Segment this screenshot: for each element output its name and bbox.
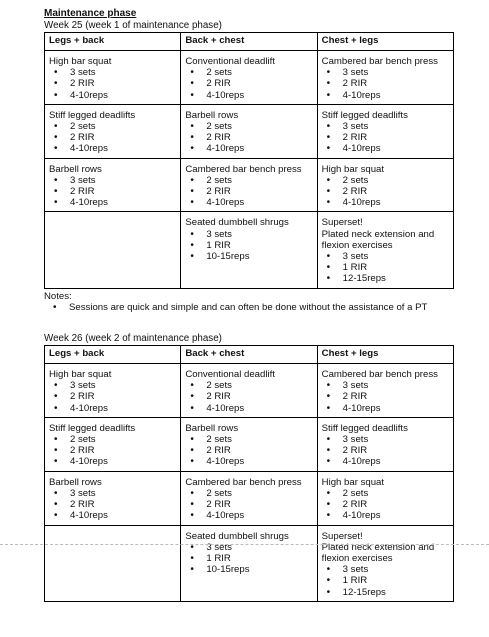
exercise-details-list xyxy=(185,175,312,209)
exercise-detail-item: • 2 sets xyxy=(62,434,176,445)
exercise-name: Seated dumbbell shrugs xyxy=(185,217,289,229)
exercise-cell xyxy=(45,212,181,288)
exercise-name: Stiff legged deadlifts xyxy=(49,109,136,121)
exercise-detail-item: • 2 RIR xyxy=(335,78,449,89)
exercise-detail-item: • 4-10reps xyxy=(198,510,312,521)
exercise-detail-item: • 3 sets xyxy=(335,434,449,445)
exercise-name: Barbell rows xyxy=(185,422,239,434)
exercise-details-list xyxy=(185,67,312,101)
exercise-cell xyxy=(45,51,181,105)
exercise-cell xyxy=(45,471,181,525)
exercise-cell xyxy=(181,104,317,158)
exercise-detail-item: • 12-15reps xyxy=(335,273,449,284)
exercise-detail-item: • 4-10reps xyxy=(198,197,312,208)
exercise-cell xyxy=(181,525,317,601)
exercise-detail-item: • 3 sets xyxy=(62,67,176,78)
exercise-detail-item: • 3 sets xyxy=(198,229,312,240)
workout-table xyxy=(44,345,454,602)
exercise-detail-item: • 3 sets xyxy=(198,542,312,553)
exercise-name: High bar squat xyxy=(49,56,112,67)
exercise-cell xyxy=(317,364,453,418)
exercise-cell xyxy=(181,212,317,288)
exercise-details-list xyxy=(322,380,449,414)
exercise-detail-item: • 2 RIR xyxy=(62,132,176,143)
exercise-detail-item: • 2 RIR xyxy=(335,445,449,456)
exercise-detail-item: • 4-10reps xyxy=(62,197,176,208)
column-header: Legs + back xyxy=(45,33,181,51)
table-header-row xyxy=(45,346,454,364)
page-break-line xyxy=(0,544,489,545)
exercise-detail-item: • 4-10reps xyxy=(62,90,176,101)
exercise-detail-item: • 3 sets xyxy=(335,121,449,132)
week-section-2 xyxy=(44,333,454,602)
exercise-detail-item: • 4-10reps xyxy=(335,197,449,208)
exercise-name: High bar squat xyxy=(321,476,385,488)
exercise-cell xyxy=(181,471,317,525)
exercise-details-list xyxy=(49,488,176,522)
column-header: Chest + legs xyxy=(317,346,453,364)
exercise-detail-item: • 2 RIR xyxy=(335,499,449,510)
exercise-detail-item: • 12-15reps xyxy=(335,587,449,598)
exercise-name: Barbell rows xyxy=(49,476,102,488)
exercise-detail-item: • 3 sets xyxy=(335,380,449,391)
exercise-name: Seated dumbbell shrugs xyxy=(185,530,289,542)
exercise-detail-item: • 2 RIR xyxy=(198,445,312,456)
column-header: Back + chest xyxy=(181,346,317,364)
column-header: Legs + back xyxy=(45,346,181,364)
notes-section xyxy=(44,291,454,313)
exercise-details-list xyxy=(322,175,449,209)
table-row xyxy=(45,417,454,471)
week-section-1 xyxy=(44,20,454,289)
exercise-detail-item: • 4-10reps xyxy=(62,510,176,521)
table-row xyxy=(45,212,454,288)
exercise-details-list xyxy=(322,251,449,285)
column-header: Back + chest xyxy=(181,33,317,51)
table-body xyxy=(45,364,454,602)
exercise-detail-item: • 4-10reps xyxy=(62,456,176,467)
exercise-detail-item: • 4-10reps xyxy=(335,403,449,414)
exercise-detail-item: • 2 sets xyxy=(198,434,312,445)
table-row xyxy=(45,158,454,212)
exercise-cell xyxy=(181,158,317,212)
table-header-row xyxy=(45,33,454,51)
exercise-details-list xyxy=(49,175,176,209)
exercise-detail-item: • 1 RIR xyxy=(198,553,312,564)
exercise-name: Barbell rows xyxy=(185,109,239,121)
exercise-cell xyxy=(317,158,453,212)
exercise-detail-item: • 2 sets xyxy=(198,488,312,499)
exercise-detail-item: • 2 RIR xyxy=(198,499,312,510)
exercise-details-list xyxy=(185,229,312,263)
exercise-detail-item: • 2 sets xyxy=(335,488,449,499)
exercise-name: High bar squat xyxy=(321,163,385,175)
table-row xyxy=(45,51,454,105)
exercise-name: Conventional deadlift xyxy=(185,56,275,67)
exercise-details-list xyxy=(185,434,312,468)
exercise-cell xyxy=(317,51,453,105)
exercise-details-list xyxy=(185,542,312,576)
exercise-details-list xyxy=(49,380,176,414)
exercise-detail-item: • 3 sets xyxy=(62,488,176,499)
exercise-details-list xyxy=(322,121,449,155)
exercise-cell xyxy=(317,212,453,288)
exercise-detail-item: • 2 sets xyxy=(198,67,312,78)
exercise-details-list xyxy=(49,434,176,468)
exercise-detail-item: • 2 RIR xyxy=(62,499,176,510)
exercise-cell xyxy=(45,104,181,158)
exercise-name: High bar squat xyxy=(49,369,112,381)
document-title: Maintenance phase xyxy=(44,8,137,19)
exercise-detail-item: • 2 sets xyxy=(198,380,312,391)
week-heading: Week 26 (week 2 of maintenance phase) xyxy=(44,333,222,345)
exercise-detail-item: • 1 RIR xyxy=(335,575,449,586)
column-header: Chest + legs xyxy=(317,33,453,51)
exercise-detail-item: • 2 RIR xyxy=(198,186,312,197)
exercise-detail-item: • 2 RIR xyxy=(335,391,449,402)
exercise-detail-item: • 4-10reps xyxy=(335,456,449,467)
exercise-detail-item: • 2 sets xyxy=(335,175,449,186)
week-heading: Week 25 (week 1 of maintenance phase) xyxy=(44,20,222,31)
exercise-detail-item: • 2 sets xyxy=(62,121,176,132)
exercise-name: Cambered bar bench press xyxy=(321,369,438,381)
exercise-details-list xyxy=(185,380,312,414)
exercise-name: Cambered bar bench press xyxy=(185,476,302,488)
exercise-details-list xyxy=(322,488,449,522)
table-body xyxy=(45,51,454,289)
exercise-details-list xyxy=(49,67,176,101)
table-row xyxy=(45,471,454,525)
exercise-details-list xyxy=(185,121,312,155)
exercise-cell xyxy=(181,417,317,471)
exercise-cell xyxy=(45,525,181,601)
table-row xyxy=(45,364,454,418)
exercise-name: Cambered bar bench press xyxy=(321,56,438,67)
exercise-detail-item: • 10-15reps xyxy=(198,564,312,575)
exercise-detail-item: • 4-10reps xyxy=(198,456,312,467)
exercise-cell xyxy=(181,51,317,105)
exercise-detail-item: • 2 RIR xyxy=(335,132,449,143)
exercise-detail-item: • 4-10reps xyxy=(335,90,449,101)
exercise-detail-item: • 2 RIR xyxy=(198,391,312,402)
exercise-name: Stiff legged deadlifts xyxy=(321,109,408,121)
exercise-detail-item: • 4-10reps xyxy=(198,90,312,101)
exercise-detail-item: • 2 RIR xyxy=(62,391,176,402)
exercise-detail-item: • 1 RIR xyxy=(198,240,312,251)
exercise-detail-item: • 4-10reps xyxy=(335,143,449,154)
exercise-detail-item: • 4-10reps xyxy=(62,143,176,154)
exercise-cell xyxy=(317,417,453,471)
exercise-cell xyxy=(317,471,453,525)
exercise-name: Stiff legged deadlifts xyxy=(49,422,136,434)
exercise-name: Superset! Plated neck extension and flexion exercises xyxy=(321,530,435,564)
exercise-detail-item: • 2 RIR xyxy=(62,78,176,89)
exercise-detail-item: • 3 sets xyxy=(62,175,176,186)
exercise-detail-item: • 4-10reps xyxy=(62,403,176,414)
exercise-detail-item: • 3 sets xyxy=(335,67,449,78)
exercise-details-list xyxy=(322,564,449,598)
note-item: • Sessions are quick and simple and can often be done without the assistance of a PT xyxy=(61,302,454,313)
exercise-details-list xyxy=(322,434,449,468)
notes-list xyxy=(44,302,454,313)
exercise-detail-item: • 1 RIR xyxy=(335,262,449,273)
table-row xyxy=(45,104,454,158)
exercise-details-list xyxy=(322,67,449,101)
exercise-detail-item: • 2 RIR xyxy=(62,445,176,456)
document-page xyxy=(44,8,454,602)
exercise-name: Superset! Plated neck extension and flexion exercises xyxy=(321,217,435,251)
exercise-detail-item: • 2 RIR xyxy=(335,186,449,197)
exercise-details-list xyxy=(185,488,312,522)
exercise-name: Cambered bar bench press xyxy=(185,163,302,175)
exercise-detail-item: • 2 RIR xyxy=(198,132,312,143)
exercise-detail-item: • 3 sets xyxy=(335,564,449,575)
exercise-detail-item: • 4-10reps xyxy=(198,403,312,414)
exercise-name: Barbell rows xyxy=(49,163,102,175)
exercise-detail-item: • 2 sets xyxy=(198,175,312,186)
exercise-cell xyxy=(317,525,453,601)
exercise-cell xyxy=(317,104,453,158)
exercise-detail-item: • 10-15reps xyxy=(198,251,312,262)
exercise-name: Conventional deadlift xyxy=(185,369,275,381)
notes-label: Notes: xyxy=(44,290,72,302)
exercise-cell xyxy=(45,364,181,418)
exercise-cell xyxy=(181,364,317,418)
exercise-detail-item: • 3 sets xyxy=(335,251,449,262)
workout-table xyxy=(44,32,454,289)
exercise-detail-item: • 4-10reps xyxy=(198,143,312,154)
exercise-detail-item: • 2 RIR xyxy=(62,186,176,197)
exercise-detail-item: • 2 sets xyxy=(198,121,312,132)
exercise-details-list xyxy=(49,121,176,155)
table-row xyxy=(45,525,454,601)
exercise-cell xyxy=(45,417,181,471)
exercise-detail-item: • 3 sets xyxy=(62,380,176,391)
exercise-detail-item: • 2 RIR xyxy=(198,78,312,89)
exercise-name: Stiff legged deadlifts xyxy=(321,422,408,434)
exercise-cell xyxy=(45,158,181,212)
exercise-detail-item: • 4-10reps xyxy=(335,510,449,521)
